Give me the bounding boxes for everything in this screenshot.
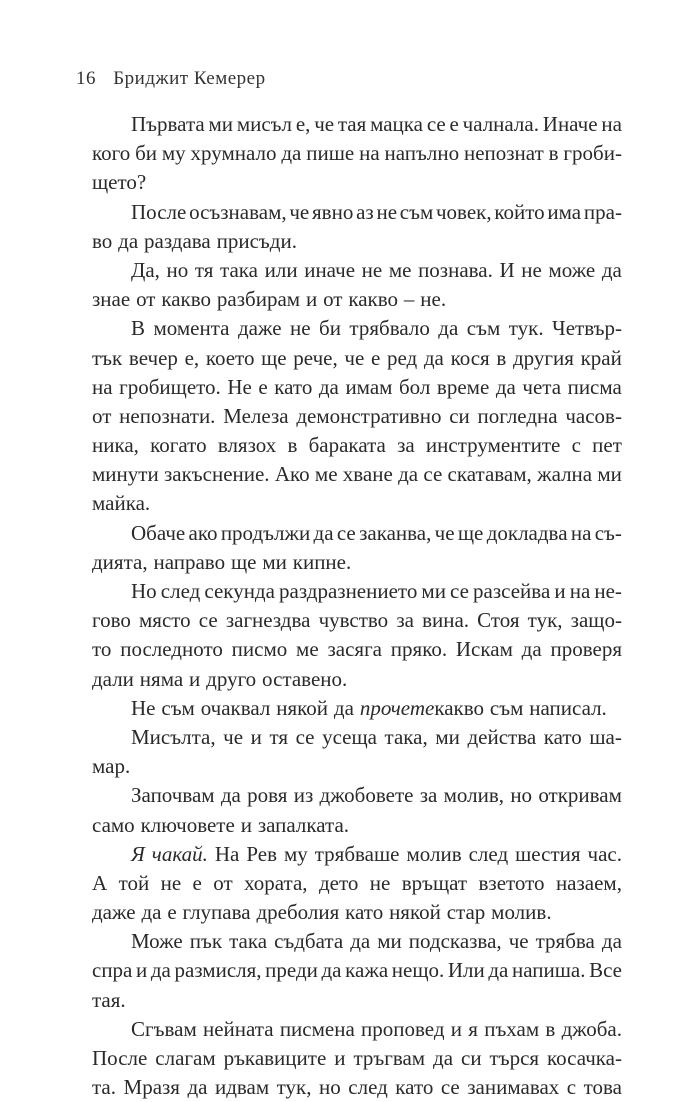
- text-line: щето?: [92, 170, 147, 195]
- text-line: от непознати. Мелеза демонстративно си погледна часов-: [92, 403, 622, 428]
- text-line: даже да е глупава дреболия като някой стар молив.: [92, 900, 552, 925]
- text-line: майка.: [92, 491, 151, 516]
- text-line: само ключовете и запалката.: [92, 812, 350, 837]
- text-line: Започвам да ровя из джобовете за молив, но откривам: [131, 783, 622, 808]
- text-line: дали няма и друго оставено.: [92, 666, 348, 691]
- text-line: дията, направо ще ми кипне.: [92, 549, 352, 574]
- text-line: знае от какво разбирам и от какво – не.: [92, 287, 447, 312]
- text-line: спра и да размисля, преди да кажа нещо. Или да напиша. Все: [92, 958, 622, 983]
- text-line: В момента даже не би трябвало да съм тук. Четвър-: [131, 316, 622, 341]
- text-line: минути закъснение. Ако ме хване да се скатавам, жална ми: [92, 462, 622, 487]
- text-line: Може пък така съдбата да ми подсказва, че трябва да: [131, 929, 622, 954]
- text-line: кого би му хрумнало да пише на напълно непознат в гроби-: [92, 141, 622, 166]
- text-line: Я чакай. На Рев му трябваше молив след шестия час.: [131, 841, 622, 866]
- running-title: Бриджит Кемерер: [113, 68, 266, 89]
- text-line: А той не е от хората, дето не връщат взетото назаем,: [92, 870, 622, 895]
- text-line: на гробището. Не е като да имам бол време да чета писма: [92, 374, 622, 399]
- text-line: Но след секунда раздразнението ми се разсейва и на не-: [131, 579, 622, 603]
- text-line: Първата ми мисъл е, че тая мацка се е чалнала. Иначе на: [131, 112, 622, 136]
- text-line: ника, когато влязох в бараката за инструментите с пет: [92, 433, 622, 458]
- body-text: [92, 110, 622, 1102]
- text-line: После слагам ръкавиците и тръгвам да си търся косачка-: [92, 1046, 622, 1070]
- text-line: гово място се загнездва чувство за вина. Стоя тук, защо-: [92, 608, 622, 633]
- text-line: мар.: [92, 754, 131, 779]
- text-line: Мисълта, че и тя се усеща така, ми действа като ша-: [131, 724, 622, 749]
- text-line: то последното писмо ме засяга пряко. Искам да проверя: [92, 637, 622, 662]
- text-line: Обаче ако продължи да се заканва, че ще докладва на съ-: [131, 520, 622, 545]
- text-line: Да, но тя така или иначе не ме познава. И не може да: [131, 257, 622, 282]
- running-header: [76, 68, 266, 90]
- text-line: во да раздава присъди.: [92, 228, 297, 253]
- text-line: После осъзнавам, че явно аз не съм човек, който има пра-: [131, 199, 622, 224]
- text-line: Сгъвам нейната писмена проповед и я пъхам в джоба.: [131, 1016, 622, 1041]
- text-line: тък вечер е, което ще рече, че е ред да кося в другия край: [92, 345, 622, 370]
- text-line: Не съм очаквал някой да прочете какво съм написал.: [131, 695, 607, 720]
- text-line: та. Мразя да идвам тук, но след като се занимавах с това: [92, 1075, 622, 1100]
- page-number: 16: [76, 68, 96, 89]
- text-line: тая.: [92, 987, 126, 1012]
